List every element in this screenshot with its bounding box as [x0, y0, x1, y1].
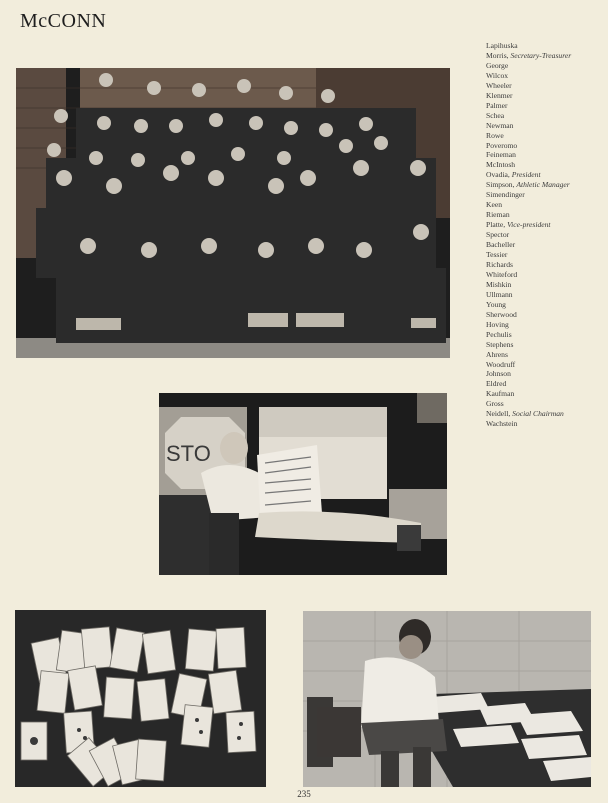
roster-entry: Keen	[486, 200, 503, 210]
roster-entry: Johnson	[486, 369, 511, 379]
playing-cards-photo	[15, 610, 266, 787]
roster-entry: McIntosh	[486, 160, 516, 170]
roster-entry: Newman	[486, 120, 514, 130]
roster-list	[486, 41, 606, 429]
roster-entry: Kaufman	[486, 389, 515, 399]
roster-entry: Neidell, Social Chairman	[486, 409, 564, 419]
roster-entry: Wheeler	[486, 80, 512, 90]
roster-entry: Ahrens	[486, 349, 508, 359]
roster-entry: Mishkin	[486, 279, 512, 289]
roster-entry: Hoving	[486, 319, 509, 329]
roster-entry: Sherwood	[486, 309, 517, 319]
roster-entry: Stephens	[486, 339, 514, 349]
group-photo	[16, 68, 450, 358]
stop-sign-text: STO	[166, 441, 211, 466]
roster-entry: Gross	[486, 399, 504, 409]
roster-entry: Spector	[486, 230, 510, 240]
page-title: McCONN	[20, 10, 107, 32]
roster-entry: Rowe	[486, 130, 504, 140]
roster-entry: Feineman	[486, 150, 516, 160]
roster-entry: Ullmann	[486, 289, 513, 299]
roster-entry: Woodruff	[486, 359, 516, 369]
roster-entry: Bacheller	[486, 240, 516, 250]
roster-entry: Ovadia, President	[486, 170, 541, 180]
roster-entry: Klenmer	[486, 90, 513, 100]
roster-entry: Wilcox	[486, 70, 509, 80]
roster-entry: Rieman	[486, 210, 510, 220]
roster-entry: Morris, Secretary-Treasurer	[486, 50, 572, 60]
page-number: 235	[297, 789, 311, 799]
roster-entry: Palmer	[486, 100, 508, 110]
roster-entry: Platte, Vice-president	[486, 220, 551, 230]
roster-entry: Wachstein	[486, 419, 518, 429]
desk-study-photo	[303, 611, 591, 787]
roster-entry: Richards	[486, 259, 513, 269]
roster-entry: Eldred	[486, 379, 507, 389]
roster-entry: Simpson, Athletic Manager	[486, 180, 570, 190]
roster-entry: Simendinger	[486, 190, 525, 200]
roster-entry: Pechulis	[486, 329, 512, 339]
roster-entry: George	[486, 60, 509, 70]
reader-photo	[159, 393, 447, 575]
roster-entry: Tessier	[486, 250, 508, 260]
roster-entry: Schea	[486, 110, 505, 120]
roster-entry: Poveromo	[486, 140, 518, 150]
roster-entry: Young	[486, 299, 506, 309]
roster-entry: Whiteford	[486, 269, 518, 279]
roster-entry: Lapihuska	[486, 41, 518, 50]
